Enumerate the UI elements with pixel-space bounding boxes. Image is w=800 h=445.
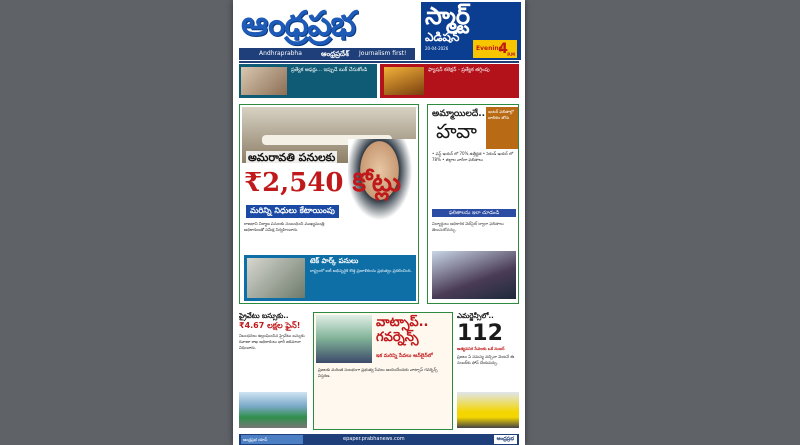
ad-right-image — [384, 67, 424, 95]
feature-story[interactable] — [427, 104, 519, 304]
ad-strip — [239, 64, 519, 98]
page-footer — [239, 434, 519, 445]
tech-park-photo — [247, 258, 305, 298]
whatsapp-text: ప్రజలకు మరింత సులభంగా ప్రభుత్వ సేవలు అందించేందుకు వాట్సాప్ గవర్నెన్స్ విస్తరణ. — [318, 367, 438, 378]
evening-label: Evening — [476, 45, 503, 52]
whatsapp-photo — [316, 315, 372, 363]
ad-left-image — [241, 67, 287, 95]
ad-right[interactable] — [380, 64, 519, 98]
emergency-vehicle-photo — [457, 392, 519, 428]
students-photo — [432, 251, 516, 299]
emergency-text: ప్రజలు ఏ సమస్య వచ్చినా వెంటనే ఈ నంబర్‌కు ఫోన్ చేయవచ్చు. — [457, 354, 515, 365]
feature-badge: ఇంటర్ ఫలితాల్లో బాలికల జోరు — [486, 107, 518, 149]
tech-park-text: రాష్ట్రంలో ఐటీ అభివృద్ధికి కొత్త ప్రణాళికలను ప్రభుత్వం ప్రకటించింది. — [310, 268, 412, 273]
masthead — [239, 2, 521, 60]
newspaper-page[interactable] — [233, 0, 525, 445]
feature-bar: ఫలితాలను ఇలా చూడండి — [432, 209, 516, 217]
footer-url[interactable]: epaper.prabhanews.com — [343, 436, 405, 442]
feature-text: విద్యార్థులు అధికారిక వెబ్‌సైట్ ద్వారా ఫలితాలు తెలుసుకోవచ్చు. — [432, 221, 504, 232]
whatsapp-governance-story[interactable] — [313, 312, 453, 430]
bus-fine-story[interactable] — [239, 312, 307, 430]
feature-big-word: హవా — [436, 119, 477, 143]
smart-title: స్మార్ట్ — [425, 2, 471, 30]
lead-story[interactable] — [239, 104, 419, 304]
lead-body-text: రాజధాని నిర్మాణ పనులకు సంబంధించి ముఖ్యమంత్రి అధికారులతో సమీక్ష నిర్వహించారు. — [244, 221, 325, 232]
footer-ad[interactable]: ఆంధ్రప్రభ యాప్ — [241, 435, 303, 444]
whatsapp-sub: ఇక మరిన్ని సేవలు ఆన్‌లైన్‌లో — [376, 353, 433, 359]
lead-headline-amount: ₹2,540 కోట్లు — [244, 168, 401, 198]
edition-date: 20-04-2026 — [425, 46, 449, 51]
feature-head: అమ్మాయిలదే.. — [432, 109, 486, 119]
smart-edition-box — [421, 2, 521, 60]
emergency-number: 112 — [457, 321, 503, 346]
bus-fine-amount: ₹4.67 లక్షల ఫైన్! — [239, 321, 301, 330]
evening-number: 4 — [498, 41, 508, 57]
tech-park-box — [244, 255, 416, 301]
lead-subheadline: మరిన్ని నిధులు కేటాయింపు — [246, 205, 339, 218]
bus-fine-head: ప్రైవేటు బస్సుకు.. — [239, 312, 289, 320]
ad-right-text: ఫ్యాషన్ కలెక్షన్ - ప్రత్యేక తగ్గింపు — [428, 67, 490, 73]
logo-sub-right: Journalism first! — [359, 50, 407, 57]
edition-label: ఎడిషన్ — [425, 30, 460, 44]
ad-left-text: ప్రత్యేక ఆఫర్లు... ఇప్పుడే బుక్ చేసుకోండి — [291, 67, 368, 73]
evening-suffix: P.M — [507, 52, 515, 57]
footer-brand: ఆంధ్రప్రభ — [494, 435, 517, 444]
bus-photo — [239, 392, 307, 428]
emergency-sub: అత్యవసర సేవలకు ఒకే నంబర్ — [457, 346, 505, 351]
bus-fine-text: నిబంధనలు ఉల్లంఘించిన ప్రైవేటు బస్సుకు రవాణా శాఖ అధికారులు భారీ జరిమానా విధించారు. — [239, 333, 305, 350]
whatsapp-title: వాట్సాప్.. గవర్నెన్స్ — [376, 315, 429, 345]
feature-bullets: • ఫస్ట్ ఇయర్ లో 70% ఉత్తీర్ణత • సెకండ్ ఇయర్ లో 78% • జిల్లాల వారీగా ఫలితాలు — [432, 151, 514, 162]
lead-kicker: అమరావతి పనులకు — [246, 151, 337, 167]
ad-left[interactable] — [239, 64, 377, 98]
state-label: ఆంధ్రప్రదేశ్ — [321, 50, 349, 58]
tech-park-title: టెక్ పార్క్ పనులు — [310, 257, 359, 265]
logo-sub-left: Andhraprabha — [259, 50, 302, 57]
evening-badge — [473, 40, 517, 58]
emergency-head: ఎమర్జెన్సీలో.. — [457, 312, 494, 320]
masthead-divider — [239, 61, 519, 63]
emergency-story[interactable] — [457, 312, 519, 430]
newspaper-logo: ఆంధ్రప్రభ — [241, 2, 417, 50]
